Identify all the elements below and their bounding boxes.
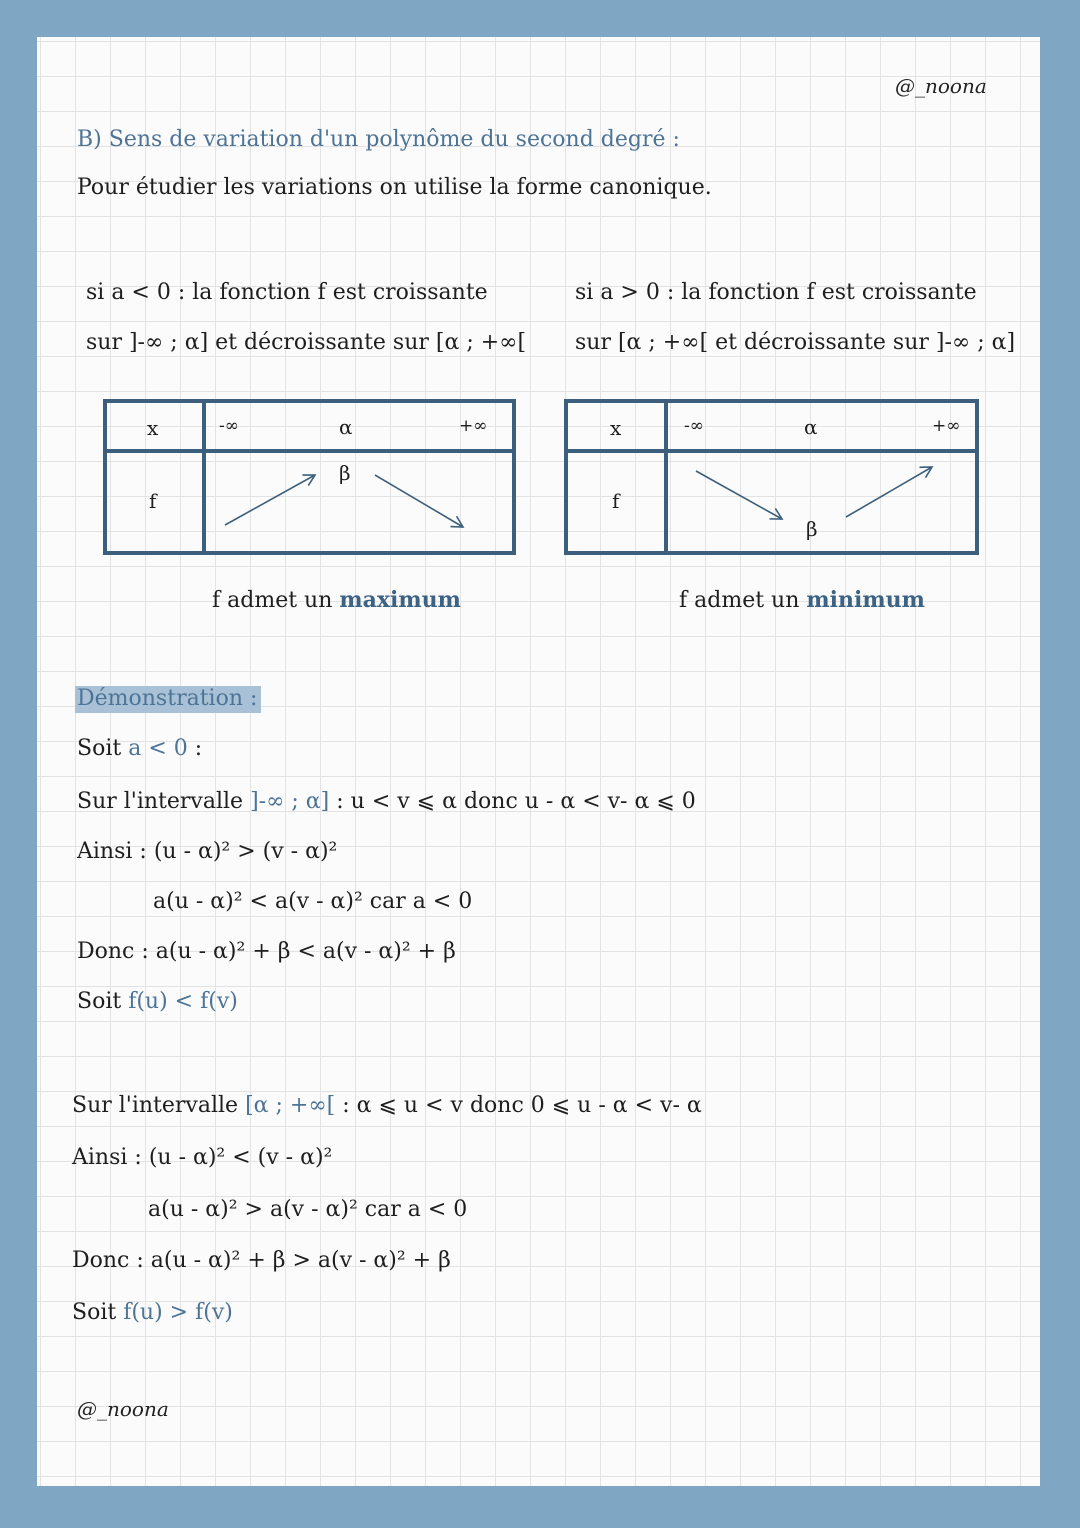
f-label: f: [149, 489, 157, 513]
part2-donc: Donc : a(u - α)² + β > a(v - α)² + β: [72, 1248, 451, 1273]
f-label: f: [612, 489, 620, 513]
right-case-line1: si a > 0 : la fonction f est croissante: [575, 280, 977, 305]
minimum-word: minimum: [806, 587, 925, 613]
demo-hypothesis: Soit a < 0 :: [77, 736, 203, 761]
plus-infinity: +∞: [459, 416, 488, 436]
alpha-value: α: [804, 415, 818, 439]
left-case-line2: sur ]-∞ ; α] et décroissante sur [α ; +∞[: [86, 330, 527, 355]
part1-interval-line: Sur l'intervalle ]-∞ ; α] : u < v ⩽ α donc u - α < v- α ⩽ 0: [77, 789, 696, 814]
x-label: x: [147, 416, 159, 440]
decreasing-arrow-icon: [375, 475, 463, 527]
notebook-page: [37, 37, 1040, 1486]
signature-bottom: @_noona: [77, 1397, 169, 1421]
part1-mult: a(u - α)² < a(v - α)² car a < 0: [153, 889, 473, 914]
minus-infinity: -∞: [684, 416, 704, 436]
left-case-line1: si a < 0 : la fonction f est croissante: [86, 280, 488, 305]
maximum-word: maximum: [339, 587, 461, 613]
left-conclusion-prefix: f admet un: [212, 588, 333, 613]
minus-infinity: -∞: [219, 416, 239, 436]
beta-value: β: [339, 461, 351, 485]
increasing-arrow-icon: [225, 475, 315, 525]
increasing-arrow-icon: [846, 467, 932, 517]
plus-infinity: +∞: [932, 416, 961, 436]
demo-heading: Démonstration :: [75, 688, 261, 710]
beta-value: β: [806, 517, 818, 541]
variation-table-min: [564, 399, 979, 555]
variation-table-max: [103, 399, 516, 555]
right-case-line2: sur [α ; +∞[ et décroissante sur ]-∞ ; α]: [575, 330, 1016, 355]
alpha-value: α: [339, 415, 353, 439]
right-conclusion: [679, 589, 925, 612]
section-title: B) Sens de variation d'un polynôme du second degré :: [77, 127, 680, 152]
part1-donc: Donc : a(u - α)² + β < a(v - α)² + β: [77, 939, 456, 964]
part2-result: Soit f(u) > f(v): [72, 1300, 233, 1325]
variation-arrows: [107, 403, 520, 559]
section-intro: Pour étudier les variations on utilise la forme canonique.: [77, 175, 712, 200]
variation-arrows: [568, 403, 983, 559]
part2-mult: a(u - α)² > a(v - α)² car a < 0: [148, 1197, 468, 1222]
part2-interval-line: Sur l'intervalle [α ; +∞[ : α ⩽ u < v donc 0 ⩽ u - α < v- α: [72, 1093, 702, 1118]
left-conclusion: [212, 589, 461, 612]
part1-ainsi: Ainsi : (u - α)² > (v - α)²: [77, 839, 338, 864]
signature-top: @_noona: [895, 74, 987, 98]
decreasing-arrow-icon: [696, 471, 782, 519]
x-label: x: [610, 416, 622, 440]
part2-ainsi: Ainsi : (u - α)² < (v - α)²: [72, 1145, 333, 1170]
part1-result: Soit f(u) < f(v): [77, 989, 238, 1014]
right-conclusion-prefix: f admet un: [679, 588, 800, 613]
